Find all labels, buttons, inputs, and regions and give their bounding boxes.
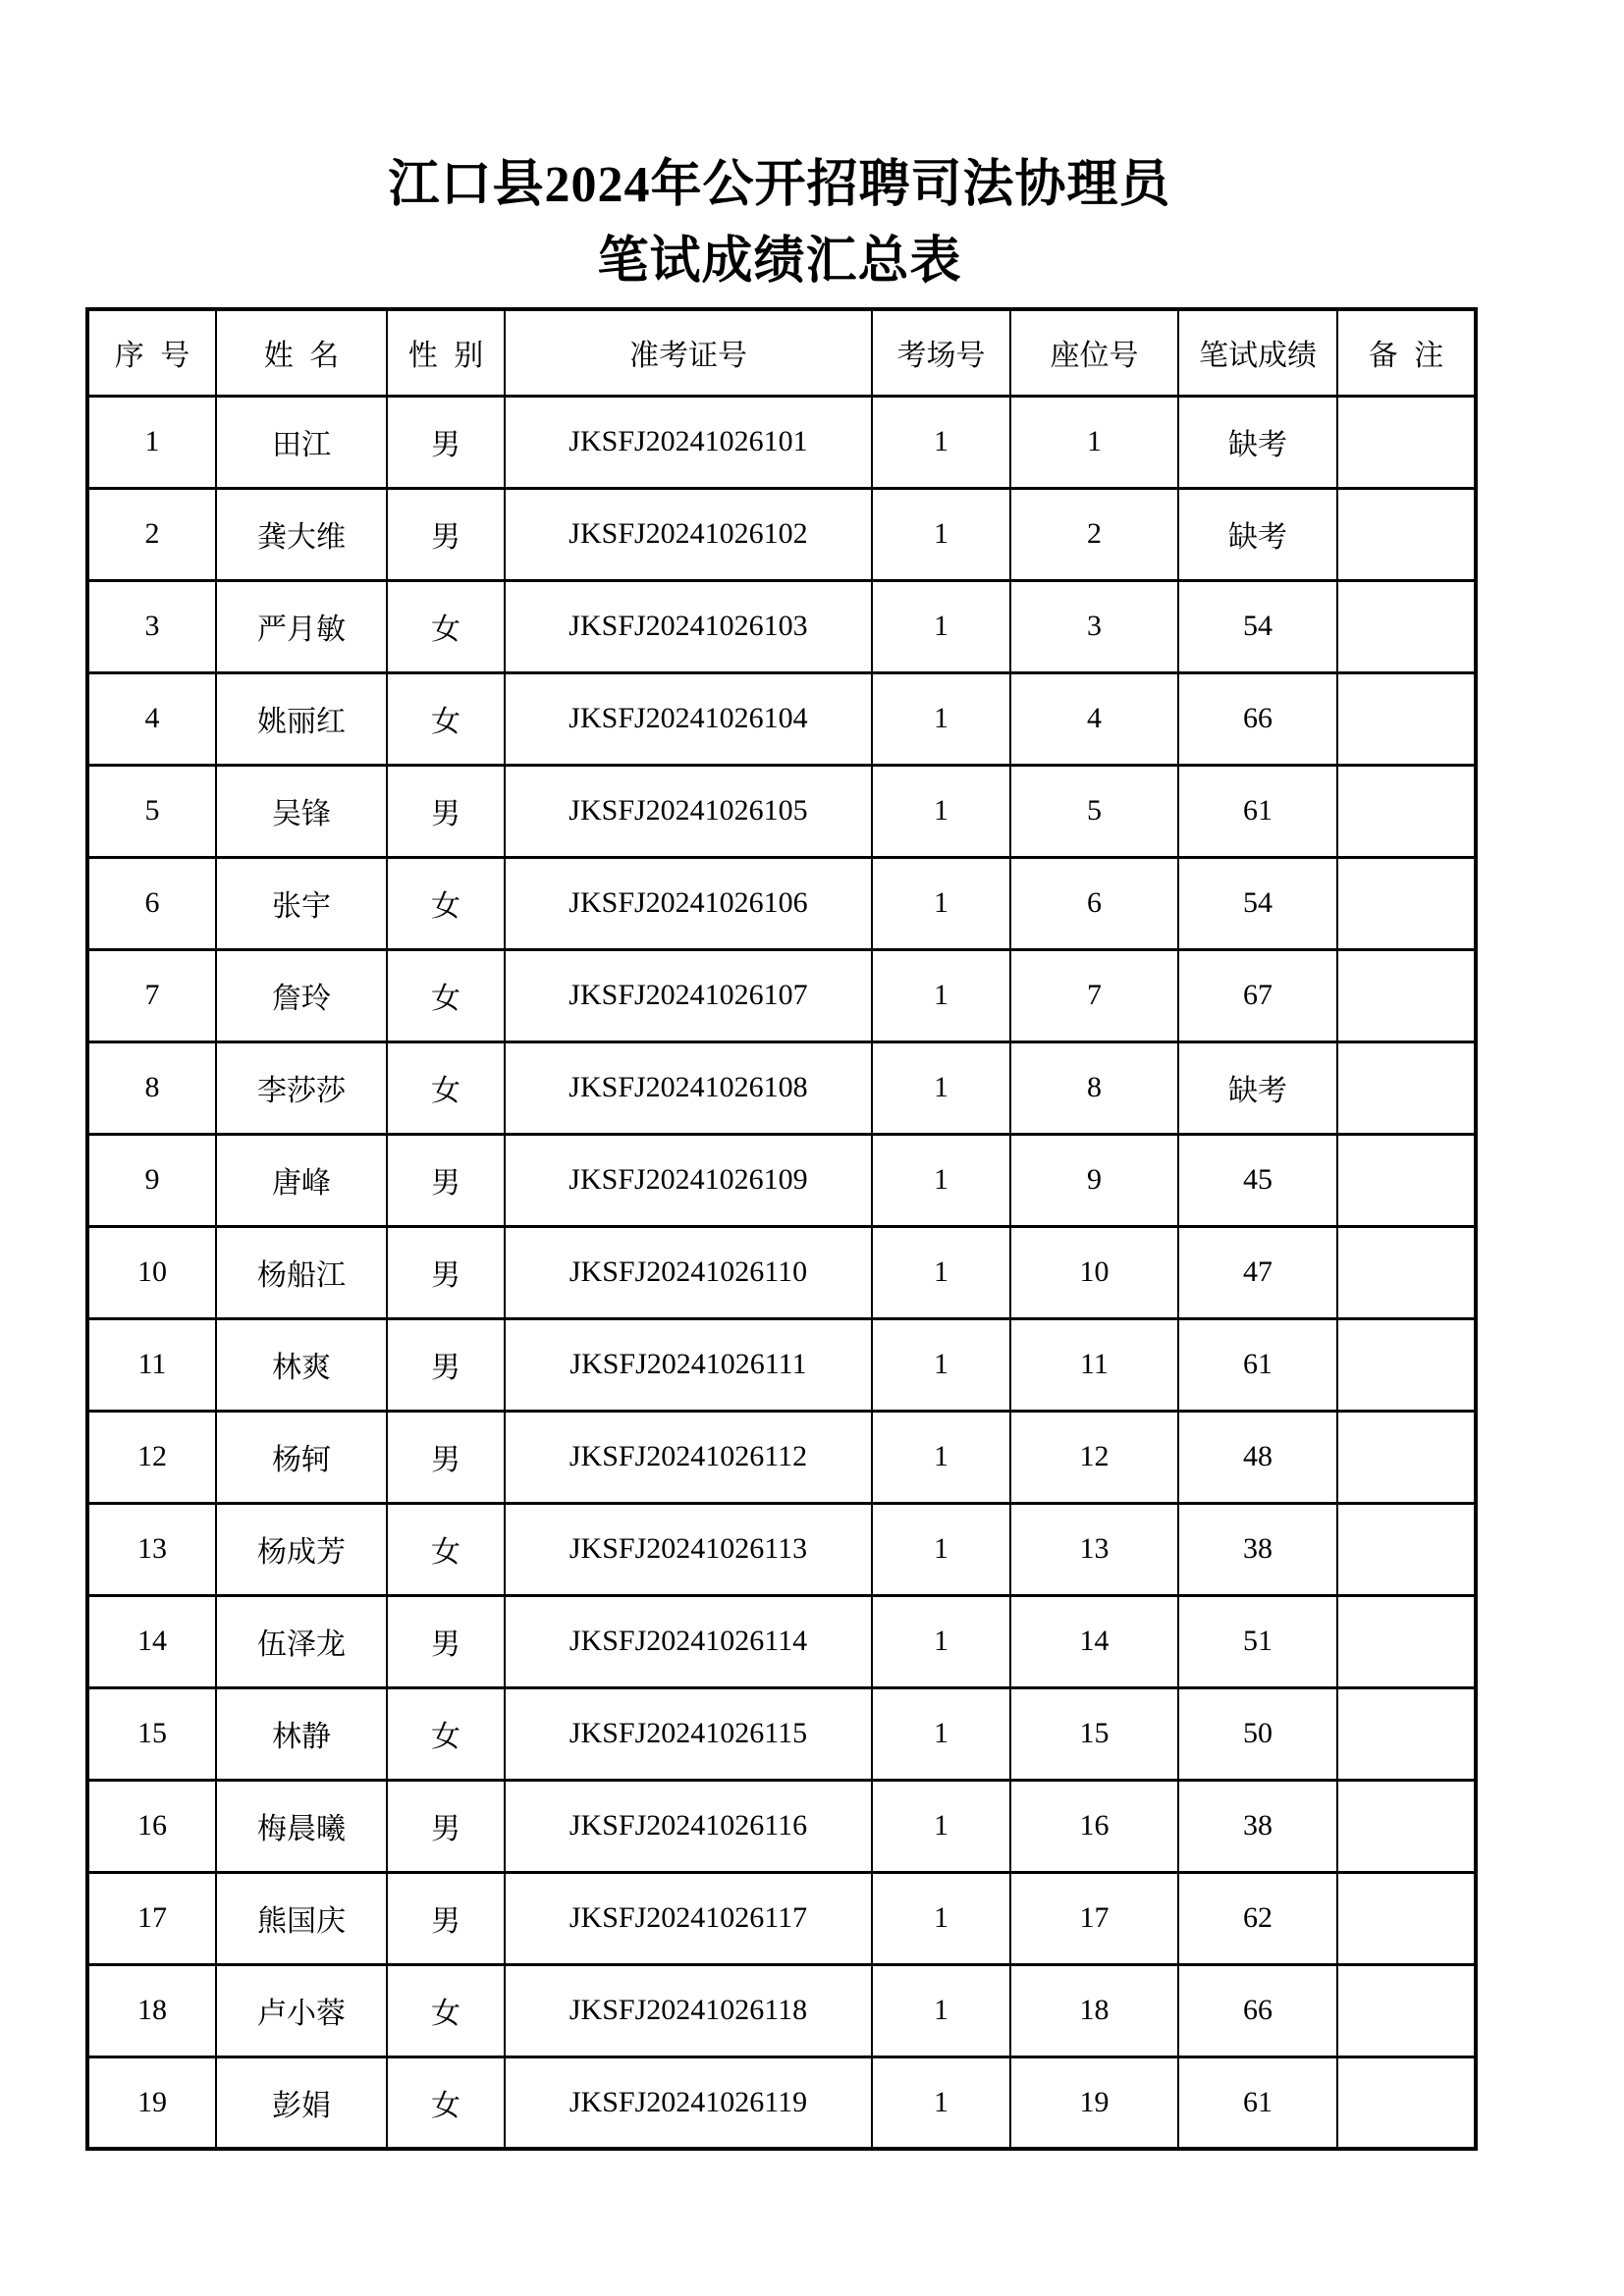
cell-score: 62: [1178, 1872, 1337, 1964]
cell-remark: [1337, 1226, 1476, 1318]
cell-name: 严月敏: [216, 580, 387, 672]
cell-seat: 12: [1010, 1411, 1178, 1503]
table-row: [87, 949, 1476, 1041]
cell-seat: 1: [1010, 396, 1178, 488]
cell-score: 50: [1178, 1687, 1337, 1780]
cell-gender: 女: [387, 857, 505, 949]
cell-gender: 女: [387, 672, 505, 765]
cell-score: 54: [1178, 580, 1337, 672]
cell-room: 1: [872, 1318, 1010, 1411]
cell-no: 18: [87, 1964, 216, 2056]
cell-room: 1: [872, 1780, 1010, 1872]
column-header-ticket: 准考证号: [505, 309, 872, 396]
cell-no: 11: [87, 1318, 216, 1411]
cell-remark: [1337, 765, 1476, 857]
cell-no: 4: [87, 672, 216, 765]
cell-ticket: JKSFJ20241026110: [505, 1226, 872, 1318]
cell-gender: 男: [387, 396, 505, 488]
cell-name: 龚大维: [216, 488, 387, 580]
cell-seat: 15: [1010, 1687, 1178, 1780]
cell-room: 1: [872, 765, 1010, 857]
cell-name: 田江: [216, 396, 387, 488]
cell-seat: 16: [1010, 1780, 1178, 1872]
cell-seat: 13: [1010, 1503, 1178, 1595]
cell-no: 3: [87, 580, 216, 672]
table-row: [87, 1872, 1476, 1964]
cell-remark: [1337, 1595, 1476, 1687]
cell-score: 48: [1178, 1411, 1337, 1503]
column-header-no: 序号: [87, 309, 216, 396]
cell-score: 61: [1178, 765, 1337, 857]
cell-gender: 男: [387, 488, 505, 580]
cell-no: 13: [87, 1503, 216, 1595]
table-row: [87, 1226, 1476, 1318]
cell-room: 1: [872, 2056, 1010, 2149]
cell-room: 1: [872, 1872, 1010, 1964]
cell-seat: 8: [1010, 1041, 1178, 1134]
cell-gender: 女: [387, 1964, 505, 2056]
cell-remark: [1337, 1318, 1476, 1411]
cell-seat: 14: [1010, 1595, 1178, 1687]
cell-no: 6: [87, 857, 216, 949]
cell-score: 45: [1178, 1134, 1337, 1226]
cell-score: 38: [1178, 1503, 1337, 1595]
table-row: [87, 765, 1476, 857]
cell-ticket: JKSFJ20241026101: [505, 396, 872, 488]
cell-seat: 11: [1010, 1318, 1178, 1411]
cell-name: 梅晨曦: [216, 1780, 387, 1872]
table-row: [87, 1318, 1476, 1411]
column-header-room: 考场号: [872, 309, 1010, 396]
cell-room: 1: [872, 1411, 1010, 1503]
table-row: [87, 1964, 1476, 2056]
cell-no: 8: [87, 1041, 216, 1134]
cell-no: 17: [87, 1872, 216, 1964]
column-header-name: 姓名: [216, 309, 387, 396]
cell-remark: [1337, 1411, 1476, 1503]
column-header-remark: 备注: [1337, 309, 1476, 396]
cell-no: 2: [87, 488, 216, 580]
table-row: [87, 1503, 1476, 1595]
cell-remark: [1337, 672, 1476, 765]
column-header-seat: 座位号: [1010, 309, 1178, 396]
cell-remark: [1337, 1503, 1476, 1595]
cell-room: 1: [872, 1041, 1010, 1134]
cell-name: 熊国庆: [216, 1872, 387, 1964]
cell-score: 61: [1178, 1318, 1337, 1411]
page-title-line-1: 江口县2024年公开招聘司法协理员: [388, 157, 1171, 213]
cell-no: 16: [87, 1780, 216, 1872]
cell-remark: [1337, 949, 1476, 1041]
cell-name: 卢小蓉: [216, 1964, 387, 2056]
table-row: [87, 1134, 1476, 1226]
document-sheet: [85, 0, 1474, 2151]
cell-remark: [1337, 1041, 1476, 1134]
cell-seat: 3: [1010, 580, 1178, 672]
cell-ticket: JKSFJ20241026111: [505, 1318, 872, 1411]
cell-gender: 男: [387, 1780, 505, 1872]
cell-score: 66: [1178, 1964, 1337, 2056]
cell-remark: [1337, 1964, 1476, 2056]
score-table: [85, 307, 1478, 2151]
cell-no: 12: [87, 1411, 216, 1503]
cell-gender: 女: [387, 580, 505, 672]
cell-ticket: JKSFJ20241026106: [505, 857, 872, 949]
cell-room: 1: [872, 1226, 1010, 1318]
cell-no: 9: [87, 1134, 216, 1226]
cell-remark: [1337, 1872, 1476, 1964]
cell-remark: [1337, 580, 1476, 672]
cell-score: 47: [1178, 1226, 1337, 1318]
cell-score: 67: [1178, 949, 1337, 1041]
cell-ticket: JKSFJ20241026104: [505, 672, 872, 765]
cell-score: 缺考: [1178, 1041, 1337, 1134]
cell-gender: 女: [387, 1041, 505, 1134]
cell-ticket: JKSFJ20241026108: [505, 1041, 872, 1134]
table-row: [87, 672, 1476, 765]
cell-room: 1: [872, 1595, 1010, 1687]
cell-name: 唐峰: [216, 1134, 387, 1226]
cell-score: 缺考: [1178, 396, 1337, 488]
cell-gender: 男: [387, 1134, 505, 1226]
cell-seat: 2: [1010, 488, 1178, 580]
cell-score: 54: [1178, 857, 1337, 949]
cell-remark: [1337, 396, 1476, 488]
cell-seat: 9: [1010, 1134, 1178, 1226]
cell-no: 14: [87, 1595, 216, 1687]
page-title-line-2: 笔试成绩汇总表: [597, 234, 962, 290]
cell-ticket: JKSFJ20241026115: [505, 1687, 872, 1780]
cell-remark: [1337, 1687, 1476, 1780]
cell-seat: 5: [1010, 765, 1178, 857]
cell-ticket: JKSFJ20241026109: [505, 1134, 872, 1226]
cell-ticket: JKSFJ20241026117: [505, 1872, 872, 1964]
cell-room: 1: [872, 580, 1010, 672]
cell-room: 1: [872, 1134, 1010, 1226]
cell-name: 伍泽龙: [216, 1595, 387, 1687]
cell-gender: 男: [387, 1318, 505, 1411]
cell-ticket: JKSFJ20241026112: [505, 1411, 872, 1503]
cell-room: 1: [872, 1964, 1010, 2056]
table-row: [87, 2056, 1476, 2149]
table-row: [87, 1687, 1476, 1780]
cell-name: 杨轲: [216, 1411, 387, 1503]
cell-ticket: JKSFJ20241026119: [505, 2056, 872, 2149]
column-header-gender: 性别: [387, 309, 505, 396]
table-row: [87, 857, 1476, 949]
cell-no: 15: [87, 1687, 216, 1780]
cell-seat: 10: [1010, 1226, 1178, 1318]
cell-room: 1: [872, 396, 1010, 488]
table-header-row: [87, 309, 1476, 396]
cell-name: 吴锋: [216, 765, 387, 857]
cell-remark: [1337, 1134, 1476, 1226]
cell-seat: 19: [1010, 2056, 1178, 2149]
cell-score: 缺考: [1178, 488, 1337, 580]
cell-room: 1: [872, 949, 1010, 1041]
cell-room: 1: [872, 672, 1010, 765]
cell-gender: 女: [387, 1687, 505, 1780]
cell-gender: 男: [387, 1226, 505, 1318]
cell-remark: [1337, 488, 1476, 580]
cell-ticket: JKSFJ20241026107: [505, 949, 872, 1041]
cell-ticket: JKSFJ20241026113: [505, 1503, 872, 1595]
cell-gender: 男: [387, 765, 505, 857]
cell-score: 61: [1178, 2056, 1337, 2149]
cell-ticket: JKSFJ20241026114: [505, 1595, 872, 1687]
cell-score: 66: [1178, 672, 1337, 765]
cell-room: 1: [872, 1503, 1010, 1595]
cell-name: 林静: [216, 1687, 387, 1780]
cell-gender: 女: [387, 1503, 505, 1595]
cell-ticket: JKSFJ20241026116: [505, 1780, 872, 1872]
cell-score: 38: [1178, 1780, 1337, 1872]
page-title: [85, 147, 1474, 300]
cell-seat: 17: [1010, 1872, 1178, 1964]
cell-seat: 4: [1010, 672, 1178, 765]
cell-seat: 18: [1010, 1964, 1178, 2056]
cell-seat: 6: [1010, 857, 1178, 949]
table-row: [87, 1780, 1476, 1872]
cell-ticket: JKSFJ20241026118: [505, 1964, 872, 2056]
cell-no: 19: [87, 2056, 216, 2149]
cell-no: 5: [87, 765, 216, 857]
table-row: [87, 580, 1476, 672]
cell-gender: 男: [387, 1411, 505, 1503]
cell-ticket: JKSFJ20241026102: [505, 488, 872, 580]
cell-ticket: JKSFJ20241026103: [505, 580, 872, 672]
cell-remark: [1337, 1780, 1476, 1872]
cell-name: 姚丽红: [216, 672, 387, 765]
cell-remark: [1337, 857, 1476, 949]
table-row: [87, 396, 1476, 488]
cell-gender: 女: [387, 949, 505, 1041]
cell-gender: 男: [387, 1872, 505, 1964]
cell-gender: 女: [387, 2056, 505, 2149]
cell-remark: [1337, 2056, 1476, 2149]
cell-gender: 男: [387, 1595, 505, 1687]
table-row: [87, 1041, 1476, 1134]
table-row: [87, 1595, 1476, 1687]
cell-name: 詹玲: [216, 949, 387, 1041]
cell-name: 李莎莎: [216, 1041, 387, 1134]
cell-name: 杨船江: [216, 1226, 387, 1318]
cell-name: 林爽: [216, 1318, 387, 1411]
cell-no: 10: [87, 1226, 216, 1318]
cell-seat: 7: [1010, 949, 1178, 1041]
cell-room: 1: [872, 488, 1010, 580]
cell-score: 51: [1178, 1595, 1337, 1687]
cell-name: 杨成芳: [216, 1503, 387, 1595]
cell-room: 1: [872, 857, 1010, 949]
table-row: [87, 1411, 1476, 1503]
cell-name: 彭娟: [216, 2056, 387, 2149]
cell-no: 1: [87, 396, 216, 488]
cell-name: 张宇: [216, 857, 387, 949]
table-row: [87, 488, 1476, 580]
cell-ticket: JKSFJ20241026105: [505, 765, 872, 857]
cell-room: 1: [872, 1687, 1010, 1780]
cell-no: 7: [87, 949, 216, 1041]
column-header-score: 笔试成绩: [1178, 309, 1337, 396]
